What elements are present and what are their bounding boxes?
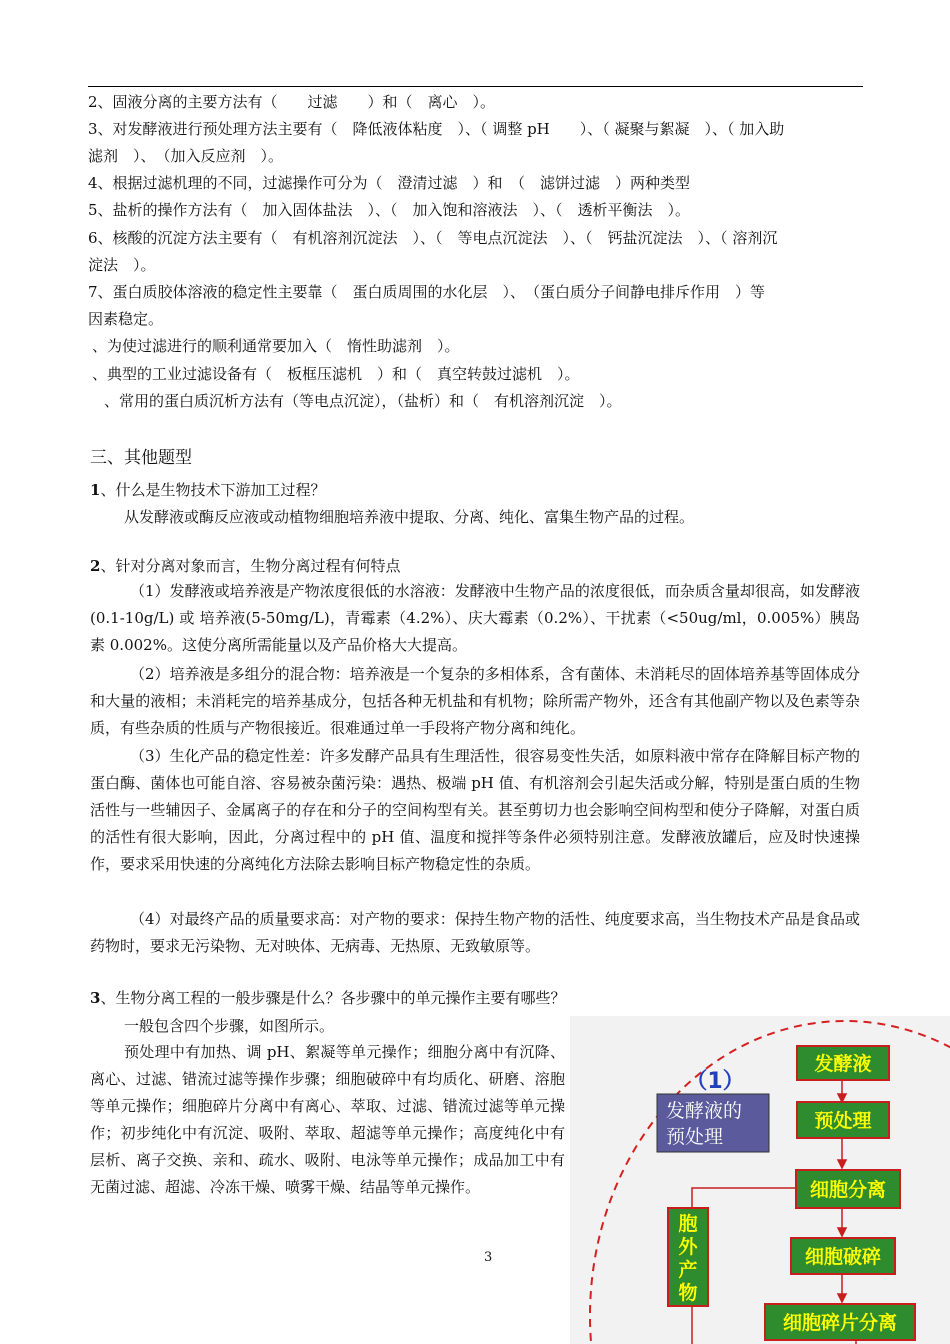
- question-number: 3: [90, 989, 101, 1007]
- answer-3-body: 预处理中有加热、调 pH、絮凝等单元操作；细胞分离中有沉降、离心、过滤、错流过滤等操作步骤；细胞破碎中有均质化、研磨、溶胞等单元操作；细胞碎片分离中有离心、萃取、过滤、错流过滤等单元操作；初步纯化中有沉淀、吸附、萃取、超滤等单元操作；高度纯化中有层析、离子交换、亲和、疏水、吸附、电泳等单元操作；成品加工中有无菌过滤、超滤、冷冻干燥、喷雾干燥、结晶等单元操作。: [90, 1043, 565, 1196]
- question-number: 2: [90, 557, 101, 575]
- question-text: 、针对分离对象而言，生物分离过程有何特点: [100, 557, 401, 575]
- answer-2-para-3: （3）生化产品的稳定性差：许多发酵产品具有生理活性，很容易变性失活，如原料液中常存在降解目标产物的蛋白酶、菌体也可能自溶、容易被杂菌污染：遇热、极端 pH 值、有机溶剂会引起失活或分解，特别是蛋白质的生物活性与一些辅因子、金属离子的存在和分子的空间构型有关。甚至剪切力也会影响空间构型和使分子降解，对蛋白质的活性有很大影响，因此，分离过程中的 pH 值、温度和搅拌等条件必须特别注意。发酵液放罐后，应及时快速操作，要求采用快速的分离纯化方法除去影响目标产物稳定性的杂质。: [90, 747, 860, 873]
- answer-3-intro: 一般包含四个步骤，如图所示。: [124, 1017, 335, 1035]
- fill-line-5: 5、盐析的操作方法有（ 加入固体盐法 ）、（ 加入饱和溶液法 ）、（ 透析平衡法 ）。: [88, 201, 691, 219]
- answer-2-para-2: （2）培养液是多组分的混合物：培养液是一个复杂的多相体系，含有菌体、未消耗尽的固体培养基等固体成分和大量的液相；未消耗完的培养基成分，包括各种无机盐和有机物；除所需产物外，还含有其他副产物以及色素等杂质，有些杂质的性质与产物很接近。很难通过单一手段将产物分离和纯化。: [90, 665, 860, 737]
- separation-flow-diagram: [570, 1016, 950, 1344]
- box-cell-disruption: [791, 1238, 895, 1274]
- fill-line-4: 4、根据过滤机理的不同，过滤操作可分为（ 澄清过滤 ）和 （ 滤饼过滤 ）两种类型: [88, 174, 691, 192]
- question-text: 、生物分离工程的一般步骤是什么？各步骤中的单元操作主要有哪些？: [100, 989, 566, 1007]
- stage-label-line1: 发酵液的: [666, 1100, 743, 1122]
- box-debris-separation: [765, 1304, 915, 1340]
- fill-line-3-cont: 滤剂 ）、 （加入反应剂 ）。: [88, 147, 284, 165]
- fill-line-6: 6、核酸的沉淀方法主要有（ 有机溶剂沉淀法 ）、（ 等电点沉淀法 ）、（ 钙盐沉淀法 ）、（ 溶剂沉: [88, 229, 778, 247]
- svg-text:胞: 胞: [678, 1213, 698, 1235]
- box-fermentation-broth: [797, 1046, 889, 1080]
- svg-text:细胞分离: 细胞分离: [809, 1179, 887, 1201]
- box-pretreatment: [797, 1102, 889, 1138]
- fill-line-10: 、常用的蛋白质沉析方法有（等电点沉淀），（盐析）和（ 有机溶剂沉淀 ）。: [104, 392, 622, 410]
- question-1: [90, 480, 325, 500]
- question-text: 、什么是生物技术下游加工过程？: [100, 481, 326, 499]
- page-number: 3: [484, 1250, 493, 1265]
- answer-2-para-1: （1）发酵液或培养液是产物浓度很低的水溶液：发酵液中生物产品的浓度很低，而杂质含量却很高，如发酵液 (0.1-10g/L) 或 培养液(5-50mg/L)，青霉素（4.2%）、庆大霉素（0.2%）、干扰素（<50ug/ml，0.005%）胰岛素 0.002%。这使分离所需能量以及产品价格大大提高。: [90, 582, 860, 654]
- question-number: 1: [90, 481, 101, 499]
- header-rule: [88, 86, 863, 87]
- box-cell-separation: [796, 1170, 900, 1208]
- fill-line-9: 、典型的工业过滤设备有（ 板框压滤机 ）和（ 真空转鼓过滤机 ）。: [92, 365, 580, 383]
- stage-label-line2: 预处理: [666, 1126, 724, 1148]
- step-number: （1）: [685, 1069, 745, 1094]
- fill-line-8: 、为使过滤进行的顺利通常要加入（ 惰性助滤剂 ）。: [92, 337, 460, 355]
- svg-text:发酵液: 发酵液: [814, 1053, 872, 1075]
- svg-text:细胞破碎: 细胞破碎: [804, 1246, 882, 1268]
- question-3: [90, 988, 565, 1008]
- stage-label-box: [657, 1094, 769, 1152]
- svg-text:物: 物: [678, 1282, 698, 1304]
- question-2: [90, 556, 400, 576]
- svg-text:产: 产: [678, 1259, 698, 1281]
- fill-line-7-cont: 因素稳定。: [88, 310, 164, 328]
- answer-2-para-4: （4）对最终产品的质量要求高：对产物的要求：保持生物产物的活性、纯度要求高，当生物技术产品是食品或药物时，要求无污染物、无对映体、无病毒、无热原、无致敏原等。: [90, 910, 860, 955]
- fill-line-3: 3、对发酵液进行预处理方法主要有（ 降低液体粘度 ）、（ 调整 pH ）、（ 凝聚与絮凝 ）、（ 加入助: [88, 120, 785, 138]
- svg-text:外: 外: [678, 1236, 698, 1258]
- answer-1: 从发酵液或酶反应液或动植物细胞培养液中提取、分离、纯化、富集生物产品的过程。: [124, 508, 695, 526]
- fill-line-6-cont: 淀法 ）。: [88, 256, 156, 274]
- svg-text:细胞碎片分离: 细胞碎片分离: [782, 1312, 898, 1334]
- svg-text:预处理: 预处理: [814, 1110, 872, 1132]
- section-title: 三、其他题型: [90, 448, 192, 468]
- box-extracellular-product: [668, 1208, 708, 1306]
- fill-line-2: 2、固液分离的主要方法有（ 过滤 ）和（ 离心 ）。: [88, 93, 496, 111]
- fill-line-7: 7、蛋白质胶体溶液的稳定性主要靠（ 蛋白质周围的水化层 ）、 （蛋白质分子间静电排斥作用 ）等: [88, 283, 766, 301]
